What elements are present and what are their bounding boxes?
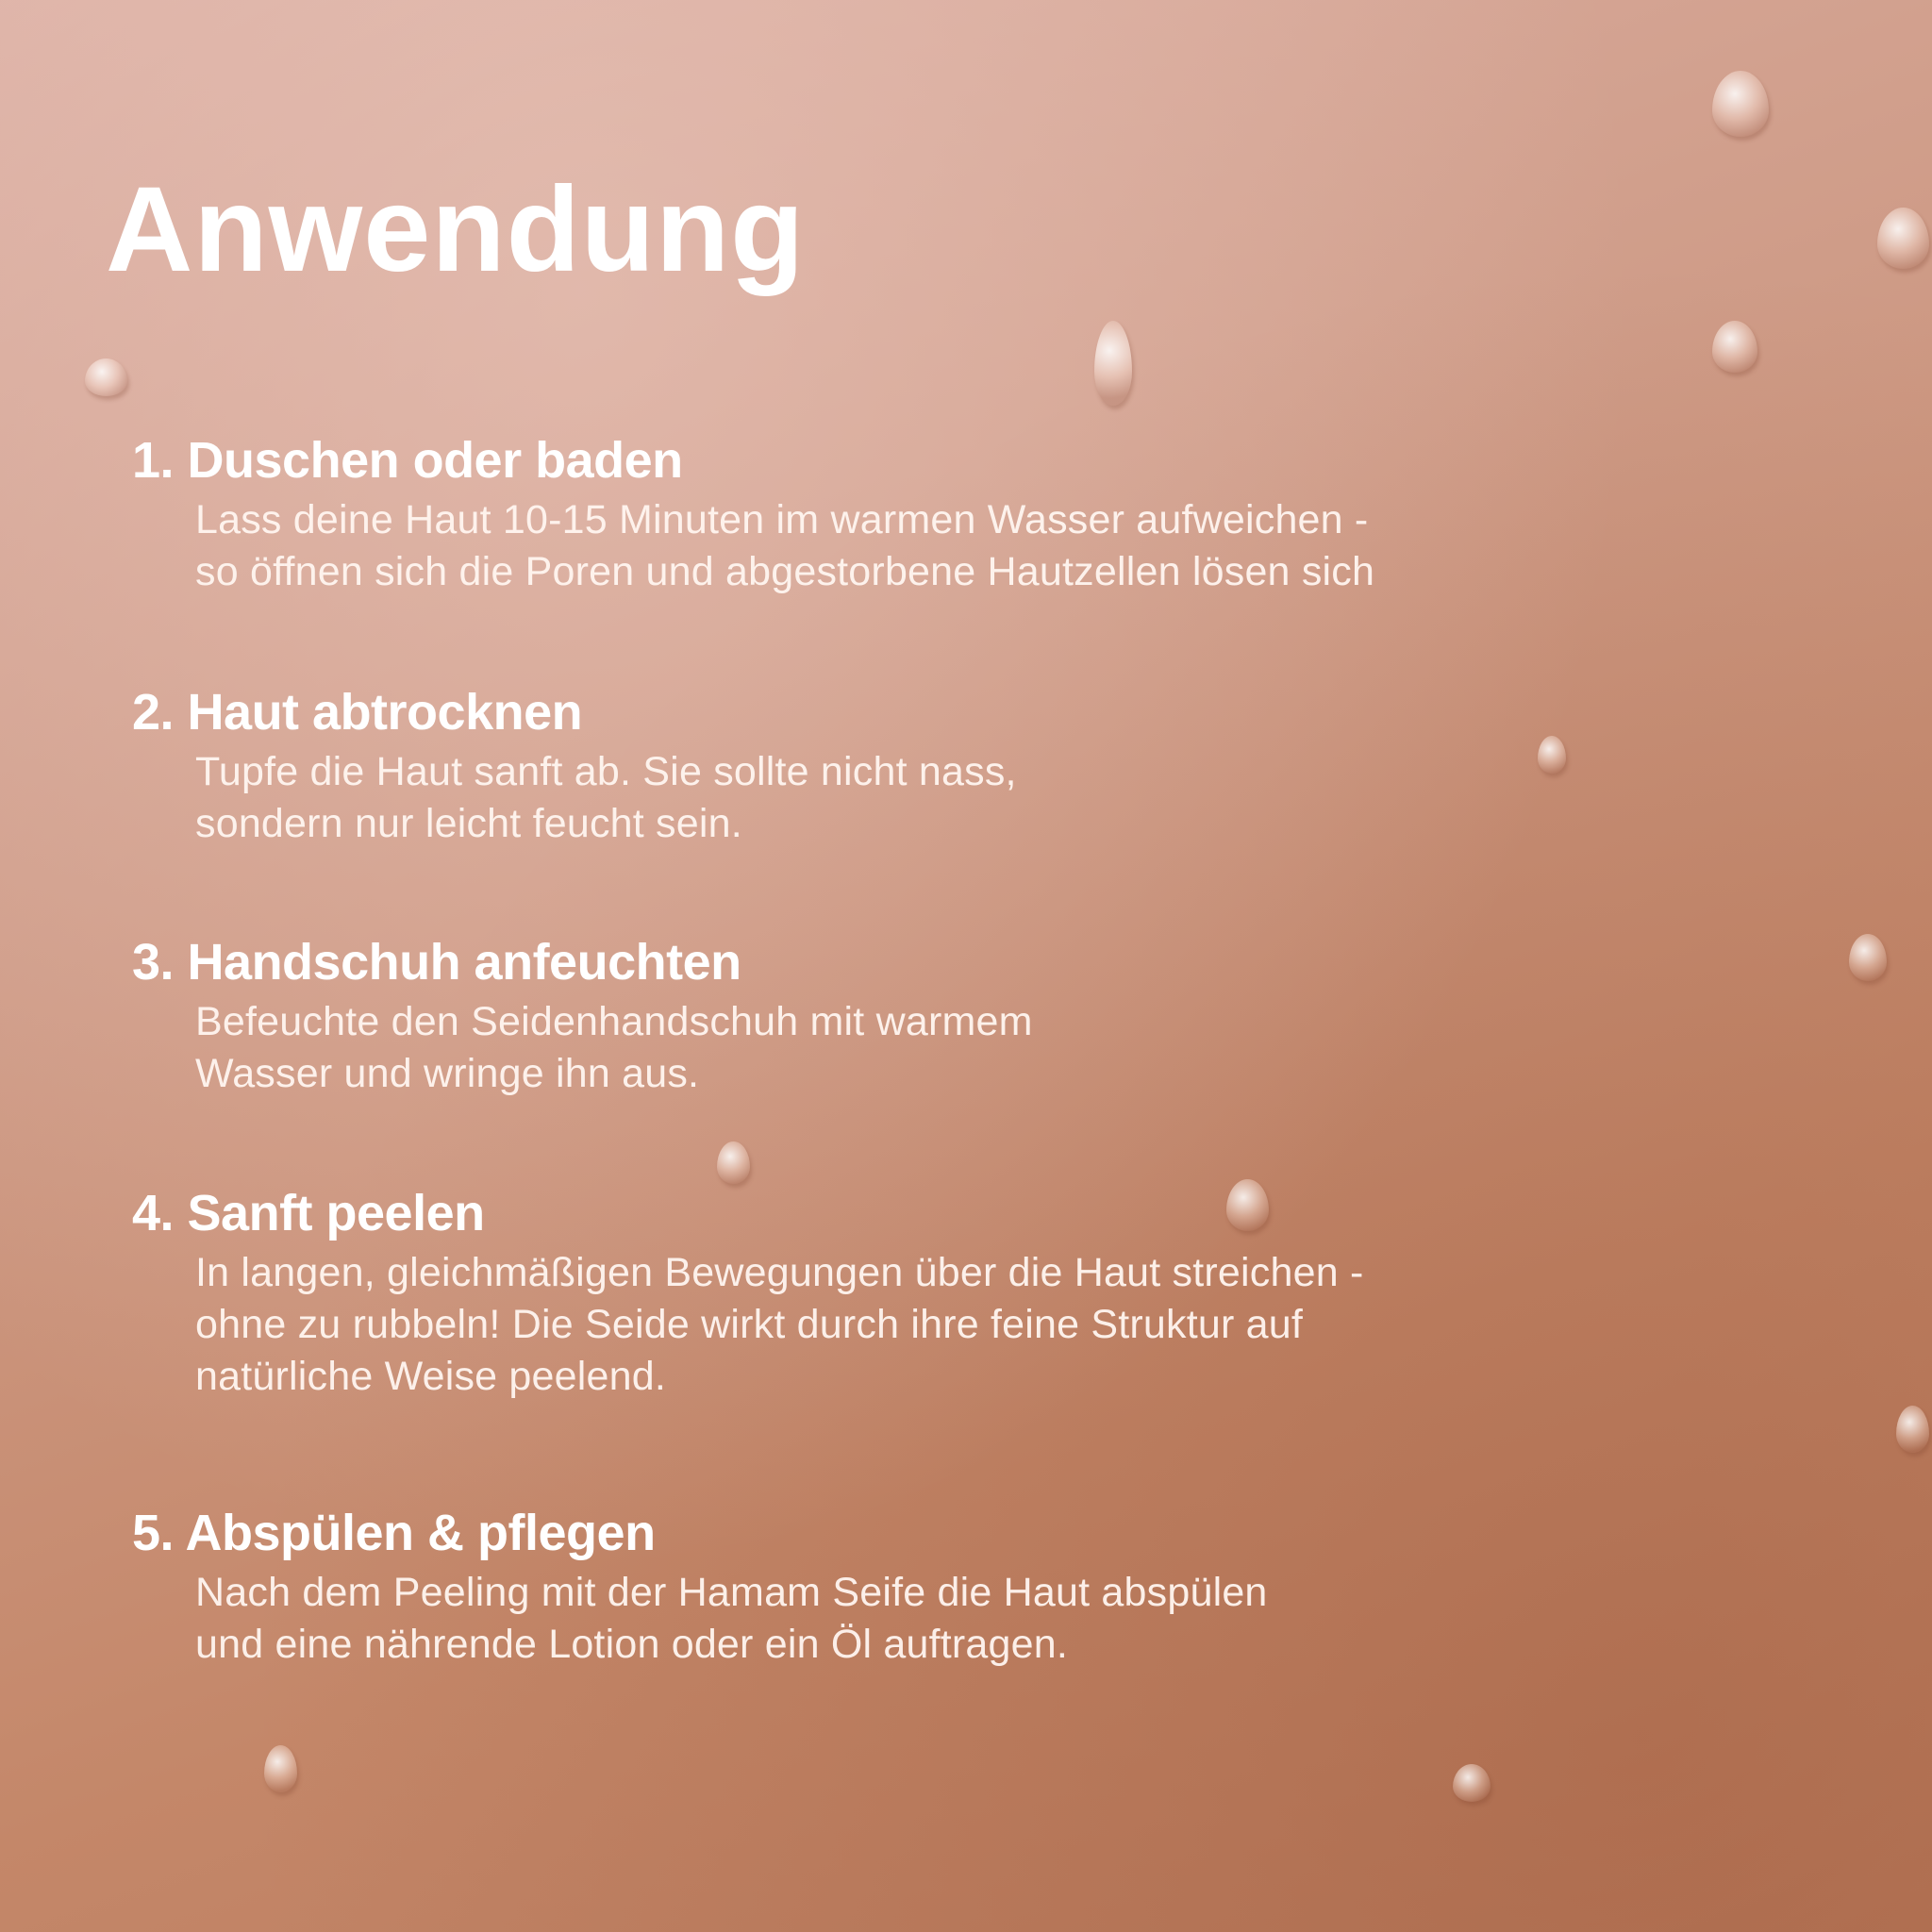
step-1 [132,432,1374,598]
step-4 [132,1185,1363,1403]
step-text-line: natürliche Weise peelend. [195,1354,667,1399]
step-heading: 1. Duschen oder baden [132,432,683,489]
step-text-line: sondern nur leicht feucht sein. [195,801,742,846]
step-text-line: Lass deine Haut 10-15 Minuten im warmen Wasser aufweichen - [195,497,1369,542]
step-3 [132,934,1033,1100]
step-text-line: Tupfe die Haut sanft ab. Sie sollte nicht nass, [195,749,1017,794]
step-text-line: In langen, gleichmäßigen Bewegungen über die Haut streichen - [195,1250,1364,1295]
droplet [1849,934,1887,981]
step-heading: 4. Sanft peelen [132,1185,485,1241]
droplet [264,1745,297,1792]
step-2 [132,684,1017,850]
droplet [1453,1764,1491,1802]
step-text-line: so öffnen sich die Poren und abgestorbene Hautzellen lösen sich [195,549,1375,594]
step-text-line: Wasser und wringe ihn aus. [195,1051,700,1096]
droplet [85,358,127,396]
step-text-line: und eine nährende Lotion oder ein Öl auftragen. [195,1622,1069,1667]
step-text-line: Befeuchte den Seidenhandschuh mit warmem [195,999,1033,1044]
page-title: Anwendung [106,162,806,297]
step-text-line: ohne zu rubbeln! Die Seide wirkt durch ihre feine Struktur auf [195,1302,1304,1347]
step-heading: 5. Abspülen & pflegen [132,1505,656,1561]
droplet [1538,736,1566,774]
droplet [1712,71,1769,137]
step-heading: 3. Handschuh anfeuchten [132,934,741,991]
droplet [1896,1406,1929,1453]
step-5 [132,1505,1268,1671]
droplet [1094,321,1132,406]
droplet [717,1141,750,1184]
droplet [1712,321,1757,373]
step-text-line: Nach dem Peeling mit der Hamam Seife die Haut abspülen [195,1570,1268,1615]
step-heading: 2. Haut abtrocknen [132,684,583,741]
droplet [1877,208,1929,269]
